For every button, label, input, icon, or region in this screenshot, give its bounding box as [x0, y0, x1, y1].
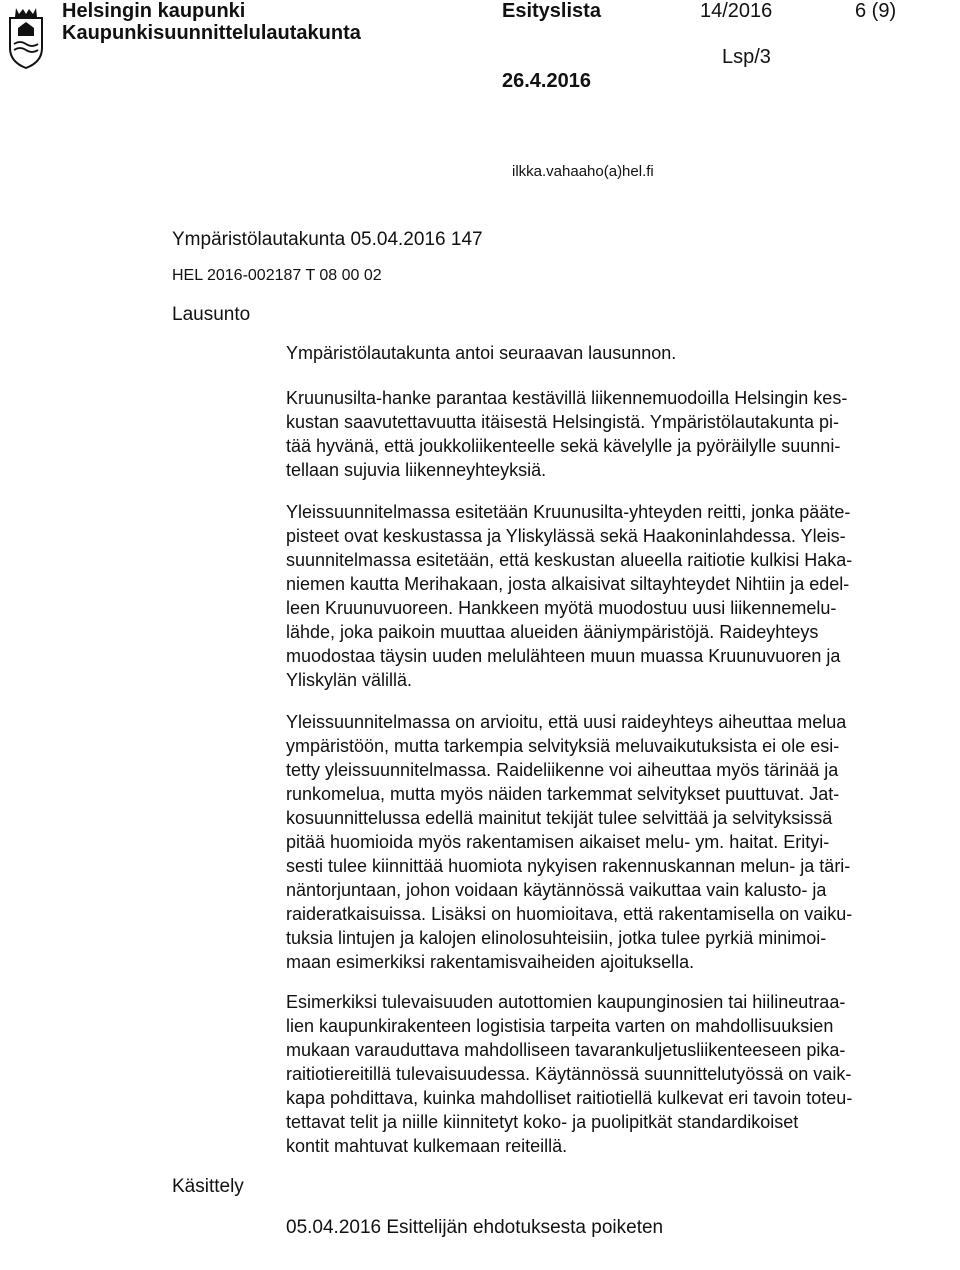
page-number: 6 (9) — [855, 0, 897, 22]
committee-name: Kaupunkisuunnittelulautakunta — [62, 22, 361, 44]
text-line: runkomelua, mutta myös näiden tarkemmat selvitykset puuttuvat. Jat- — [286, 784, 840, 804]
paragraph-4 — [286, 710, 946, 974]
text-line: muodostaa täysin uuden melulähteen muun muassa Kruunuvuoren ja — [286, 646, 841, 666]
text-line: raitiotiereitillä tulevaisuudessa. Käytännössä suunnittelutyössä on vaik- — [286, 1064, 852, 1084]
agenda-number: 14/2016 — [700, 0, 773, 22]
text-line: niemen kautta Merihakaan, josta alkaisivat siltayhteydet Nihtiin ja edel- — [286, 574, 850, 594]
text-line: kustan saavutettavuutta itäisestä Helsingistä. Ympäristölautakunta pi- — [286, 412, 839, 432]
meeting-body-date: Ympäristölautakunta 05.04.2016 — [172, 229, 446, 250]
meeting-date: 26.4.2016 — [502, 70, 591, 92]
text-line: maan esimerkiksi rakentamisvaiheiden ajoituksella. — [286, 952, 695, 972]
text-line: kontit mahtuvat kulkemaan reiteillä. — [286, 1136, 568, 1156]
paragraph-1 — [286, 341, 946, 365]
handling-text: 05.04.2016 Esittelijän ehdotuksesta poiketen — [286, 1217, 664, 1238]
text-line: tää hyvänä, että joukkoliikenteelle sekä kävelylle ja pyöräilylle suunni- — [286, 436, 841, 456]
text-line: pisteet ovat keskustassa ja Yliskylässä sekä Haakoninlahdessa. Yleis- — [286, 526, 846, 546]
text-line: ympäristöön, mutta tarkempia selvityksiä meluvaikutuksista ei ole esi- — [286, 736, 840, 756]
statement-label: Lausunto — [172, 304, 251, 325]
text-line: tuksia lintujen ja kalojen elinolosuhteisiin, jotka tulee pyrkiä minimoi- — [286, 928, 827, 948]
text-line: Yliskylän välillä. — [286, 670, 413, 690]
agenda-item: Lsp/3 — [722, 46, 771, 68]
paragraph-5 — [286, 990, 946, 1158]
paragraph-2 — [286, 386, 946, 482]
text-line: Kruunusilta-hanke parantaa kestävillä liikennemuodoilla Helsingin kes- — [286, 388, 848, 408]
handling-label: Käsittely — [172, 1176, 244, 1197]
text-line: kosuunnittelussa edellä mainitut tekijät tulee selvittää ja selvityksissä — [286, 808, 833, 828]
text-line: lien kaupunkirakenteen logistisia tarpeita varten on mahdollisuuksien — [286, 1016, 834, 1036]
text-line: lähde, joka paikoin muuttaa alueiden ääniympäristöjä. Raideyhteys — [286, 622, 819, 642]
text-line: Yleissuunnitelmassa esitetään Kruunusilta-yhteyden reitti, jonka pääte- — [286, 502, 851, 522]
text-line: pitää huomioida myös rakentamisen aikaiset melu- ym. haitat. Erityi- — [286, 832, 830, 852]
text-line: näntorjuntaan, johon voidaan käytännössä vaikuttaa vain kalusto- ja — [286, 880, 827, 900]
helsinki-coat-of-arms-logo — [4, 4, 48, 70]
text-line: tellaan sujuvia liikenneyhteyksiä. — [286, 460, 547, 480]
text-line: leen Kruunuvuoreen. Hankkeen myötä muodostuu uusi liikennemelu- — [286, 598, 837, 618]
doc-type: Esityslista — [502, 0, 601, 22]
text-line: Esimerkiksi tulevaisuuden autottomien kaupunginosien tai hiilineutraa- — [286, 992, 846, 1012]
text-line: tetty yleissuunnitelmassa. Raideliikenne voi aiheuttaa myös tärinää ja — [286, 760, 839, 780]
text-line: tettavat telit ja niille kiinnitetyt koko- ja puolipitkät standardikoiset — [286, 1112, 799, 1132]
section-number: 147 — [450, 229, 483, 250]
text-line: suunnitelmassa esitetään, että keskustan alueella raitiotie kulkisi Haka- — [286, 550, 853, 570]
text-line: raideratkaisuissa. Lisäksi on huomioitava, että rakentamisella on vaiku- — [286, 904, 853, 924]
meeting-line — [172, 229, 483, 251]
case-reference: HEL 2016-002187 T 08 00 02 — [172, 267, 382, 284]
text-line: sesti tulee kiinnittää huomiota nykyisen rakennuskannan melun- ja täri- — [286, 856, 851, 876]
contact-email: ilkka.vahaaho(a)hel.fi — [512, 163, 654, 180]
text-line: kapa pohdittava, kuinka mahdolliset raitiotiellä kulkevat eri tavoin toteu- — [286, 1088, 853, 1108]
text-line: Ympäristölautakunta antoi seuraavan lausunnon. — [286, 343, 677, 363]
org-name: Helsingin kaupunki — [62, 0, 246, 22]
paragraph-3 — [286, 500, 946, 692]
text-line: mukaan varauduttava mahdolliseen tavarankuljetusliikenteeseen pika- — [286, 1040, 846, 1060]
text-line: Yleissuunnitelmassa on arvioitu, että uusi raideyhteys aiheuttaa melua — [286, 712, 847, 732]
